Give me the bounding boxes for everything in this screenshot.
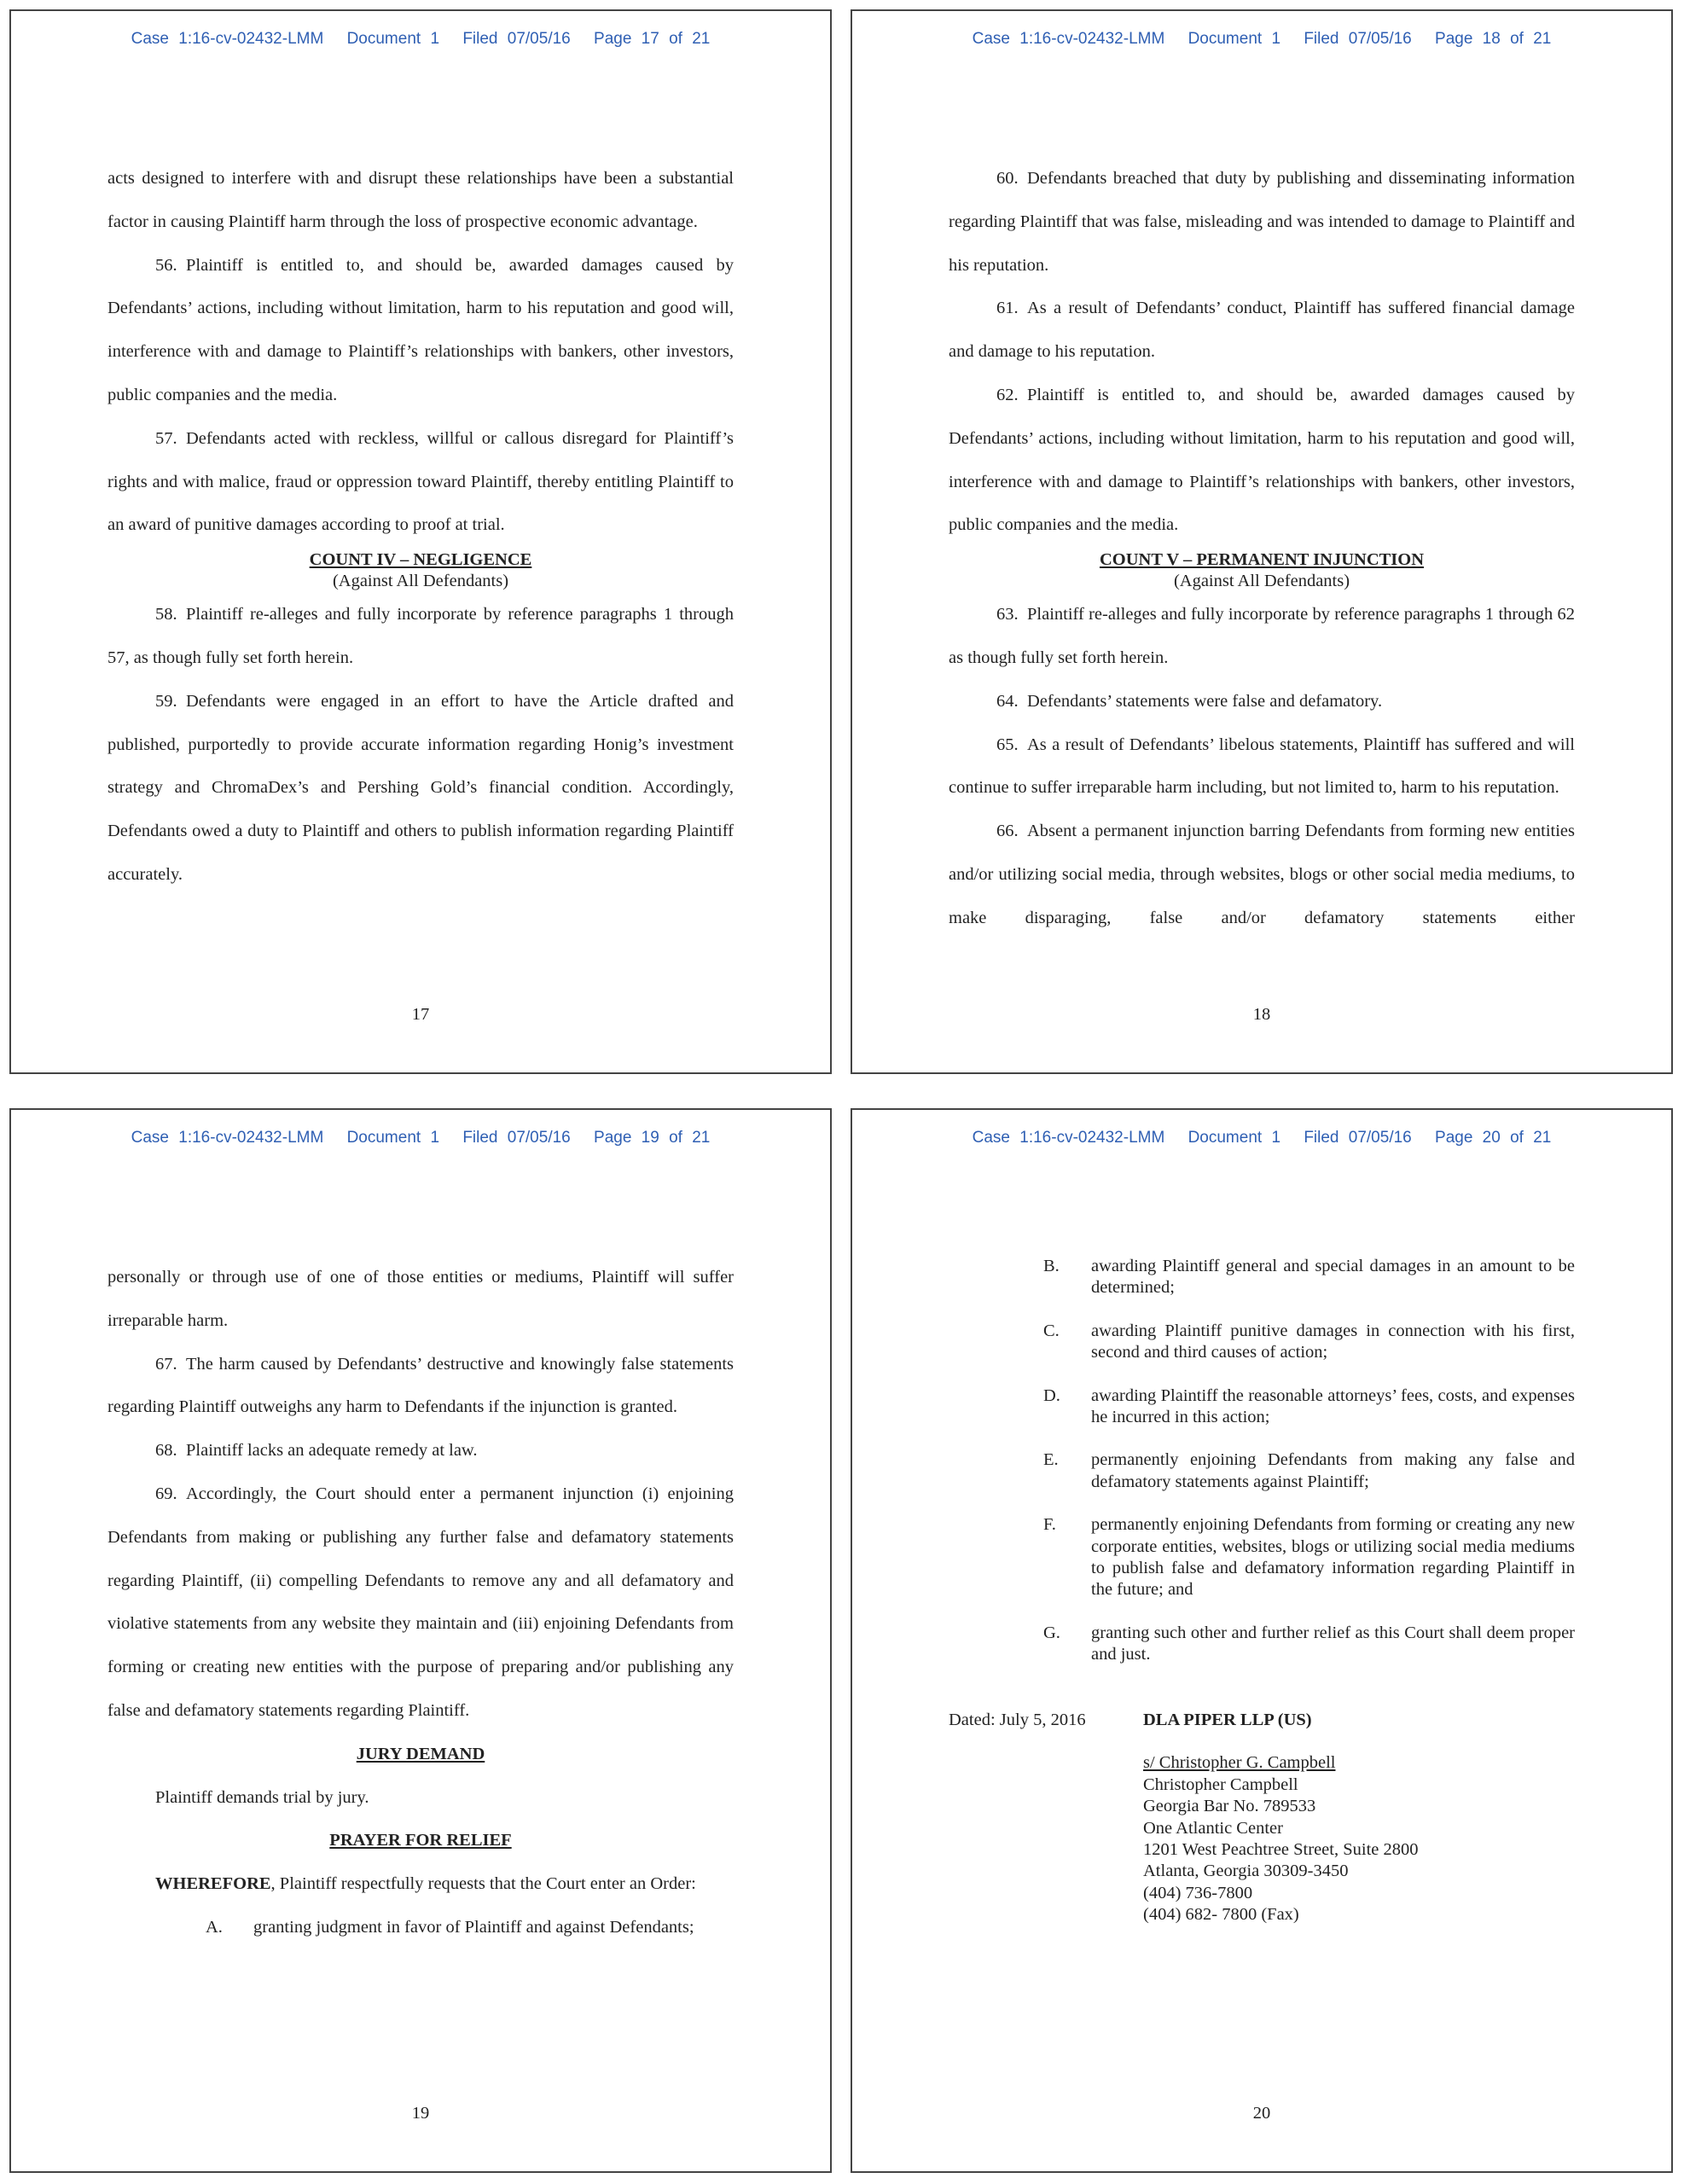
paragraph-number: 68. xyxy=(155,1441,177,1461)
wherefore-bold: WHEREFORE xyxy=(155,1874,271,1894)
paragraph-text: The harm caused by Defendants’ destructive and knowingly false statements regarding Plaintiff outweighs any harm to Defendants if the injunction is granted. xyxy=(107,1354,734,1417)
paragraph-number: 69. xyxy=(155,1484,177,1503)
signature-block xyxy=(949,1710,1419,1926)
page-body xyxy=(949,157,1575,940)
item-text: granting judgment in favor of Plaintiff and against Defendants; xyxy=(253,1917,694,1937)
paragraph-number: 62. xyxy=(996,385,1019,404)
paragraph-text: Plaintiff is entitled to, and should be, awarded damages caused by Defendants’ actions, including without limitation, harm to his reputation and good will, interference with and damage to Plaintiff’s relationships with bankers, other investors, public companies and the media. xyxy=(107,255,734,404)
filed-date: Filed 07/05/16 xyxy=(462,30,571,48)
document-number: Document 1 xyxy=(346,30,440,48)
page-count: Page 20 of 21 xyxy=(1435,1129,1552,1147)
paragraph-text: Plaintiff is entitled to, and should be, awarded damages caused by Defendants’ actions, including without limitation, harm to his reputation and good will, interference with and damage to Plaintiff’s relationships with bankers, other investors, public companies and the media. xyxy=(949,385,1575,535)
paragraph-text: Defendants were engaged in an effort to have the Article drafted and published, purportedly to provide accurate information regarding Honig’s investment strategy and ChromaDex’s and Pershing Gold’s financial condition. Accordingly, Defendants owed a duty to Plaintiff and others to publish information regarding Plaintiff accurately. xyxy=(107,691,734,884)
paragraph-57 xyxy=(107,417,734,547)
page-header xyxy=(852,30,1671,49)
fax-number: (404) 682- 7800 (Fax) xyxy=(1143,1905,1299,1925)
page-count: Page 19 of 21 xyxy=(594,1129,711,1147)
paragraph-text: Defendants’ statements were false and defamatory. xyxy=(1027,691,1383,711)
filed-date: Filed 07/05/16 xyxy=(1304,30,1412,48)
page-count: Page 18 of 21 xyxy=(1435,30,1552,48)
paragraph-66 xyxy=(949,810,1575,939)
paragraph-continued: acts designed to interfere with and disrupt these relationships have been a substantial factor in causing Plaintiff harm through the loss of prospective economic advantage. xyxy=(107,169,734,231)
page-number: 19 xyxy=(411,2104,430,2123)
address-line-3: Atlanta, Georgia 30309-3450 xyxy=(1143,1862,1349,1881)
case-number: Case 1:16-cv-02432-LMM xyxy=(131,30,324,48)
relief-item-a xyxy=(107,1906,734,1949)
paragraph-number: 64. xyxy=(996,691,1019,711)
attorney-name: Christopher Campbell xyxy=(1143,1774,1298,1794)
paragraph-68 xyxy=(107,1429,734,1472)
relief-item-g xyxy=(949,1623,1575,1666)
item-text: permanently enjoining Defendants from making any false and defamatory statements against Plaintiff; xyxy=(1091,1450,1575,1491)
paragraph-number: 65. xyxy=(996,735,1019,754)
case-number: Case 1:16-cv-02432-LMM xyxy=(972,30,1165,48)
page-number: 20 xyxy=(1252,2104,1271,2123)
paragraph-number: 58. xyxy=(155,605,177,624)
paragraph-text: As a result of Defendants’ libelous statements, Plaintiff has suffered and will continue to suffer irreparable harm including, but not limited to, harm to his reputation. xyxy=(949,735,1575,798)
document-number: Document 1 xyxy=(346,1129,440,1147)
item-letter: F. xyxy=(1043,1515,1056,1535)
wherefore-text: , Plaintiff respectfully requests that the Court enter an Order: xyxy=(270,1874,696,1894)
page-header xyxy=(11,30,830,49)
paragraph-62 xyxy=(949,374,1575,547)
item-letter: D. xyxy=(1043,1385,1060,1405)
paragraph-text: Accordingly, the Court should enter a permanent injunction (i) enjoining Defendants from making or publishing any further false and defamatory statements regarding Plaintiff, (ii) compelling Defendants to remove any and all defamatory and violative statements from any website they maintain and (iii) enjoining Defendants from forming or creating new entities with the purpose of preparing and/or publishing any false and defamatory statements regarding Plaintiff. xyxy=(107,1484,734,1720)
document-number: Document 1 xyxy=(1188,30,1281,48)
paragraph-text: Absent a permanent injunction barring Defendants from forming new entities and/or utilizing social media, through websites, blogs or other social media mediums, to make disparaging, false and/or defamatory statements either xyxy=(949,822,1575,927)
address-line-2: 1201 West Peachtree Street, Suite 2800 xyxy=(1143,1840,1419,1860)
page-19 xyxy=(9,1108,832,2173)
paragraph-59 xyxy=(107,680,734,897)
paragraph-63 xyxy=(949,593,1575,680)
paragraph-58 xyxy=(107,593,734,680)
paragraph-number: 61. xyxy=(996,299,1019,318)
item-letter: B. xyxy=(1043,1257,1060,1275)
paragraph-text: Defendants acted with reckless, willful or callous disregard for Plaintiff’s rights and with malice, fraud or oppression toward Plaintiff, thereby entitling Plaintiff to an award of punitive damages according to proof at trial. xyxy=(107,428,734,535)
item-letter: C. xyxy=(1043,1321,1060,1340)
jury-demand-text: Plaintiff demands trial by jury. xyxy=(155,1787,369,1807)
relief-item-b xyxy=(949,1256,1575,1299)
paragraph-text: Defendants breached that duty by publishing and disseminating information regarding Plaintiff that was false, misleading and was intended to damage to Plaintiff and his reputation. xyxy=(949,169,1575,275)
electronic-signature: s/ Christopher G. Campbell xyxy=(1143,1753,1336,1773)
item-text: awarding Plaintiff punitive damages in connection with his first, second and third causes of action; xyxy=(1091,1321,1575,1362)
relief-item-e xyxy=(949,1449,1575,1493)
address-line-1: One Atlantic Center xyxy=(1143,1818,1283,1838)
paragraph-number: 66. xyxy=(996,822,1019,841)
paragraph-continued: personally or through use of one of those entities or mediums, Plaintiff will suffer irreparable harm. xyxy=(107,1268,734,1330)
item-text: awarding Plaintiff the reasonable attorneys’ fees, costs, and expenses he incurred in this action; xyxy=(1091,1385,1575,1427)
page-17 xyxy=(9,9,832,1074)
paragraph-69 xyxy=(107,1472,734,1733)
page-count: Page 17 of 21 xyxy=(594,30,711,48)
paragraph-65 xyxy=(949,723,1575,810)
paragraph-text: Plaintiff re-alleges and fully incorporate by reference paragraphs 1 through 57, as though fully set forth herein. xyxy=(107,605,734,667)
paragraph-text: Plaintiff re-alleges and fully incorporate by reference paragraphs 1 through 62 as though fully set forth herein. xyxy=(949,605,1575,667)
paragraph-number: 60. xyxy=(996,169,1019,188)
count-subtitle: (Against All Defendants) xyxy=(1173,572,1350,591)
paragraph-text: As a result of Defendants’ conduct, Plaintiff has suffered financial damage and damage to his reputation. xyxy=(949,299,1575,362)
paragraph-61 xyxy=(949,287,1575,374)
relief-list xyxy=(949,1256,1575,1687)
item-letter: E. xyxy=(1043,1450,1059,1470)
count-subtitle: (Against All Defendants) xyxy=(332,572,509,591)
page-body xyxy=(107,157,734,897)
document-number: Document 1 xyxy=(1188,1129,1281,1147)
count-title: COUNT IV – NEGLIGENCE xyxy=(309,550,532,570)
case-number: Case 1:16-cv-02432-LMM xyxy=(131,1129,324,1147)
item-letter: G. xyxy=(1043,1623,1060,1642)
page-body xyxy=(107,1256,734,1949)
relief-item-f xyxy=(949,1514,1575,1601)
paragraph-67 xyxy=(107,1343,734,1430)
count-title: COUNT V – PERMANENT INJUNCTION xyxy=(1099,550,1425,570)
page-header xyxy=(11,1129,830,1147)
page-number: 17 xyxy=(411,1005,430,1024)
filed-date: Filed 07/05/16 xyxy=(1304,1129,1412,1147)
item-text: permanently enjoining Defendants from forming or creating any new corporate entities, websites, blogs or utilizing social media mediums to publish false and defamatory information regarding Plaintiff in the future; and xyxy=(1091,1515,1575,1600)
page-header xyxy=(852,1129,1671,1147)
item-text: granting such other and further relief as this Court shall deem proper and just. xyxy=(1091,1623,1575,1664)
dated-line: Dated: July 5, 2016 xyxy=(949,1711,1086,1729)
relief-item-c xyxy=(949,1321,1575,1364)
paragraph-number: 56. xyxy=(155,255,177,275)
wherefore-paragraph xyxy=(107,1862,734,1906)
phone-number: (404) 736-7800 xyxy=(1143,1883,1253,1902)
item-text: awarding Plaintiff general and special damages in an amount to be determined; xyxy=(1091,1257,1575,1298)
jury-demand-heading: JURY DEMAND xyxy=(356,1744,485,1763)
paragraph-number: 59. xyxy=(155,691,177,711)
attorney-details xyxy=(1143,1752,1419,1926)
bar-number: Georgia Bar No. 789533 xyxy=(1143,1797,1316,1816)
paragraph-number: 63. xyxy=(996,605,1019,624)
filed-date: Filed 07/05/16 xyxy=(462,1129,571,1147)
paragraph-56 xyxy=(107,244,734,417)
dated-row xyxy=(949,1710,1419,1731)
case-number: Case 1:16-cv-02432-LMM xyxy=(972,1129,1165,1147)
page-18 xyxy=(851,9,1673,1074)
paragraph-text: Plaintiff lacks an adequate remedy at law. xyxy=(186,1441,478,1461)
relief-item-d xyxy=(949,1385,1575,1429)
count-heading xyxy=(949,549,1575,592)
paragraph-64 xyxy=(949,680,1575,723)
prayer-heading: PRAYER FOR RELIEF xyxy=(329,1831,512,1850)
count-heading xyxy=(107,549,734,592)
paragraph-60 xyxy=(949,157,1575,287)
page-20 xyxy=(851,1108,1673,2173)
item-letter: A. xyxy=(206,1917,223,1937)
paragraph-number: 67. xyxy=(155,1354,177,1374)
paragraph-number: 57. xyxy=(155,428,177,448)
page-number: 18 xyxy=(1252,1005,1271,1024)
law-firm-name: DLA PIPER LLP (US) xyxy=(1143,1711,1312,1729)
